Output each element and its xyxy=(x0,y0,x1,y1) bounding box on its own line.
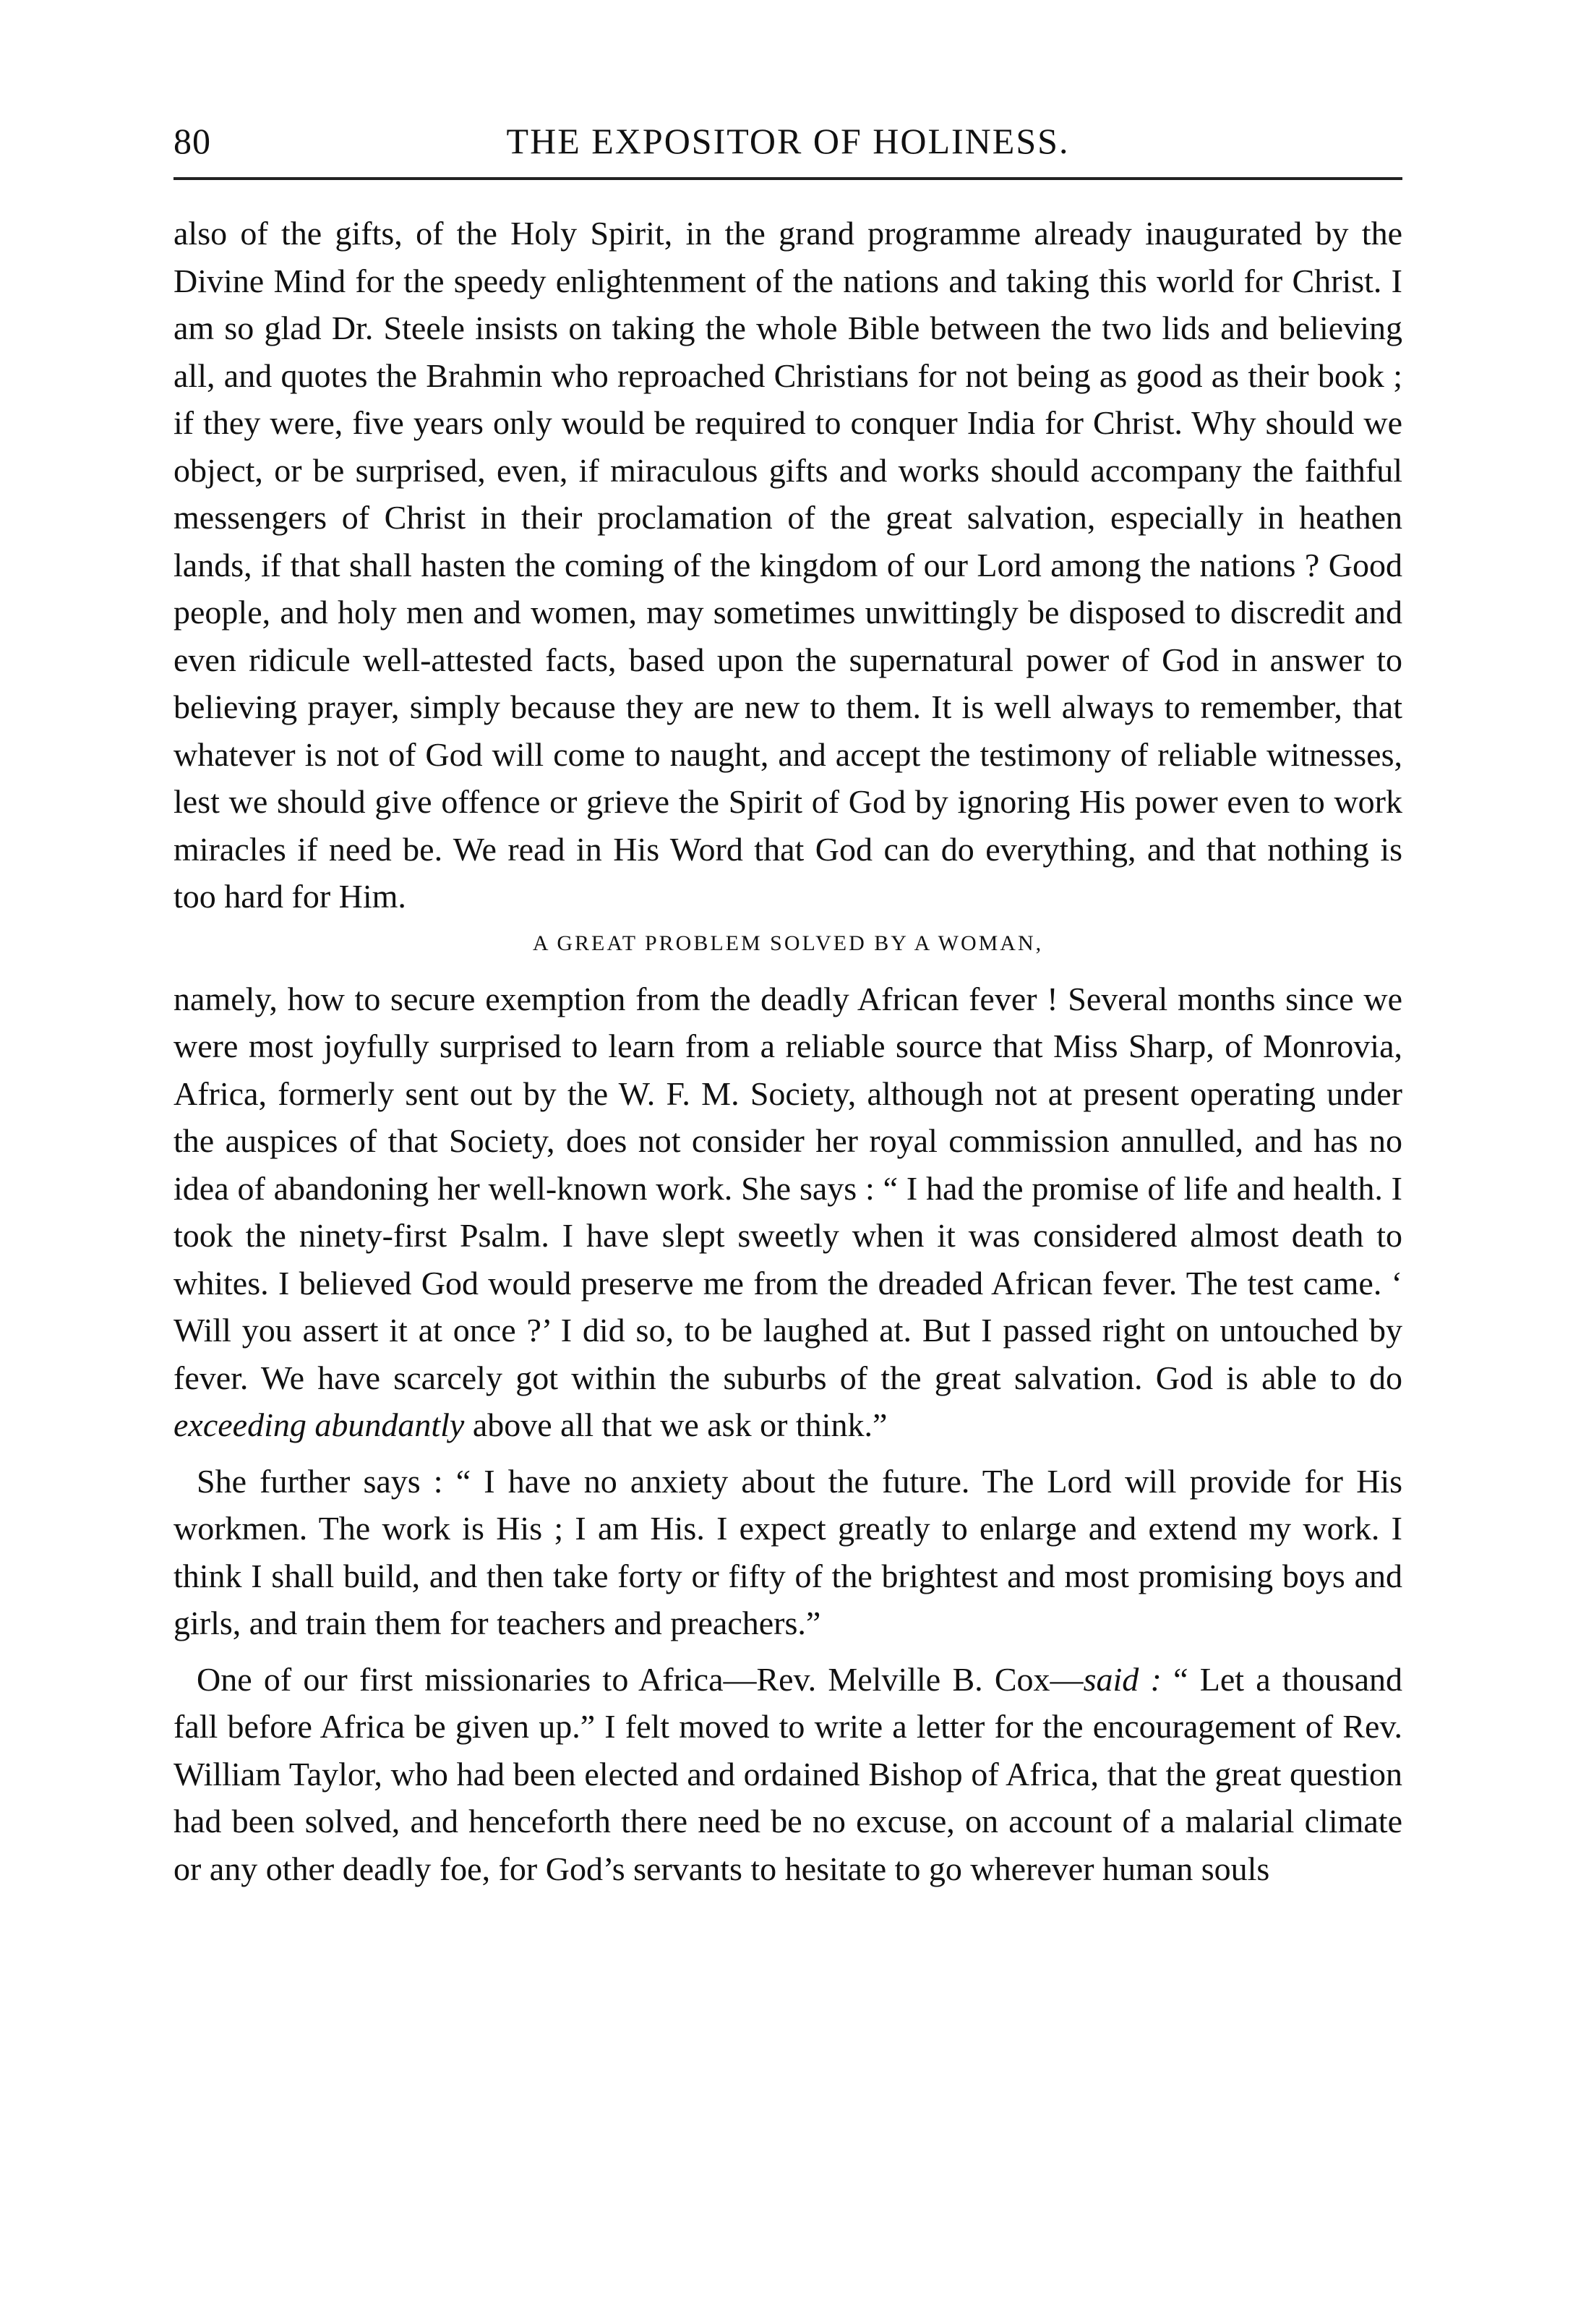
paragraph-first-missionaries xyxy=(173,1656,1402,1893)
paragraph-miss-sharp-text-b: above all that we ask or think.” xyxy=(472,1406,888,1443)
paragraph-further-says: She further says : “ I have no anxiety about the future. The Lord will provide for His workmen. The work is His ; I am His. I expect greatly to enlarge and extend my work. I think I shall build, and then take forty or fifty of the brightest and most promising boys and girls, and train them for teachers and preachers.” xyxy=(173,1462,1402,1641)
italic-word-said: said : xyxy=(1083,1660,1162,1698)
header-rule xyxy=(173,177,1402,180)
paragraph-first-missionaries-text-b: “ Let a thousand fall before Africa be given up.” I felt moved to write a letter for the encouragement of Rev. William Taylor, who had been elected and ordained Bishop of Africa, that the great question had been solved, and henceforth there need be no excuse, on account of a malarial climate or any other deadly foe, for God’s servants to hesitate to go wherever human souls xyxy=(173,1660,1403,1887)
section-heading: A GREAT PROBLEM SOLVED BY A WOMAN, xyxy=(532,931,1044,955)
paragraph-miss-sharp xyxy=(173,975,1402,1449)
paragraph-miss-sharp-text-a: namely, how to secure exemption from the deadly African fever ! Several months since we were most joyfully surprised to learn from a reliable source that Miss Sharp, of Monrovia, Africa, formerly sent out by the W. F. M. Society, although not at present operating under the auspices of that Society, does not consider her royal commission annulled, and has no idea of abandoning her well-known work. She says : “ I had the promise of life and health. I took the ninety-first Psalm. I have slept sweetly when it was considered almost death to whites. I believed God would preserve me from the dreaded African fever. The test came. ‘ Will you assert it at once ?’ I did so, to be laughed at. But I passed right on untouched by fever. We have scarcely got within the suburbs of the great salvation. God is able to do xyxy=(173,980,1402,1396)
page-header xyxy=(173,116,1402,166)
page-number: 80 xyxy=(173,121,211,161)
italic-phrase-exceeding: exceeding abundantly xyxy=(173,1406,465,1443)
paragraph-first-missionaries-text-a: One of our first missionaries to Africa—Rev. Melville B. Cox— xyxy=(197,1660,1084,1698)
running-title: THE EXPOSITOR OF HOLINESS. xyxy=(506,121,1070,161)
paragraph-continuation: also of the gifts, of the Holy Spirit, in the grand programme already inaugurated by the Divine Mind for the speedy enlightenment of the nations and taking this world for Christ. I am so glad Dr. Steele insists on taking the whole Bible between the two lids and believing all, and quotes the Brahmin who reproached Christians for not being as good as their book ; if they were, five years only would be required to conquer India for Christ. Why should we object, or be surprised, even, if miraculous gifts and works should accompany the faithful messengers of Christ in their proclamation of the great salvation, especially in heathen lands, if that shall hasten the coming of the kingdom of our Lord among the nations ? Good people, and holy men and women, may sometimes unwittingly be disposed to discredit and even ridicule well-attested facts, based upon the supernatural power of God in answer to believing prayer, simply because they are new to them. It is well always to remember, that whatever is not of God will come to naught, and accept the testimony of reliable witnesses, lest we should give offence or grieve the Spirit of God by ignoring His power even to work miracles if need be. We read in His Word that God can do everything, and that nothing is too hard for Him. xyxy=(173,215,1402,915)
body-text xyxy=(173,210,1402,1892)
